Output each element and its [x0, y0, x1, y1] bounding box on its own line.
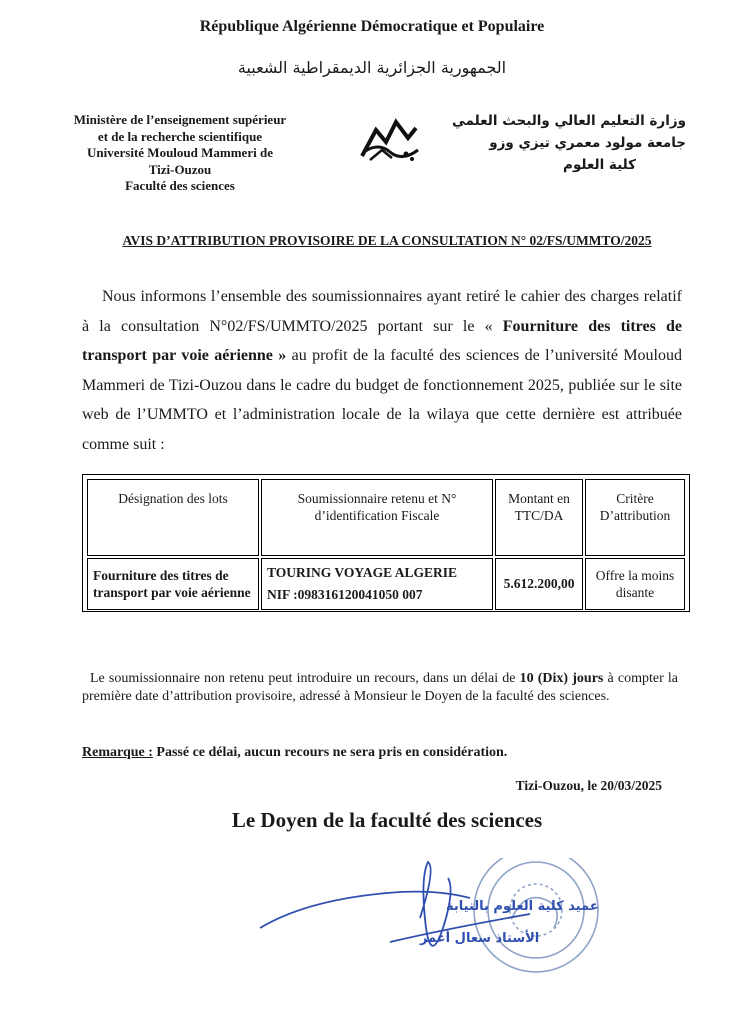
supplier-nif: NIF :098316120041050 007 [267, 587, 423, 602]
cell-criteria: Offre la moins disante [585, 558, 685, 610]
ministry-line-2: et de la recherche scientifique [97, 128, 263, 144]
institution-header-fr [40, 112, 320, 195]
university-line-1: Université Mouloud Mammeri de [87, 145, 273, 160]
table-header-row [87, 479, 685, 556]
faculty-line: Faculté des sciences [125, 178, 235, 193]
table-row [87, 558, 685, 610]
stamp-line-1: عميد كلية العلوم بالنيابة [446, 899, 599, 914]
university-logo-icon [356, 112, 426, 168]
institution-header-ar [446, 110, 686, 176]
header-amount: Montant en TTC/DA [495, 479, 583, 556]
notice-body [82, 282, 682, 460]
header-lots: Désignation des lots [87, 479, 259, 556]
place-date: Tizi-Ouzou, le 20/03/2025 [515, 778, 662, 793]
republic-name-ar: الجمهورية الجزائرية الديمقراطية الشعبية [237, 58, 507, 77]
university-line-2: Tizi-Ouzou [148, 161, 212, 177]
university-line-ar: جامعة مولود معمري تيزي وزو [489, 135, 686, 151]
intro-subject: Fourniture des titres de transport par voie aérienne » [82, 317, 682, 365]
appeal-text-1: Le soumissionnaire non retenu peut introduire un recours, dans un délai de [90, 671, 520, 686]
cell-supplier [261, 558, 493, 610]
appeal-deadline: 10 (Dix) jours [519, 671, 604, 686]
intro-text-2: au profit de la faculté des sciences de l’université Mouloud Mammeri de Tizi-Ouzou dans le cadre du budget de fonctionnement 2025, publiée sur le site web de l’UMMTO et l’administration locale de la wilaya que cette dernière est attribuée comme suit : [82, 347, 682, 453]
remark-label: Remarque : [82, 745, 153, 760]
ministry-line-ar: وزارة التعليم العالي والبحث العلمي [451, 113, 686, 129]
notice-title: AVIS D’ATTRIBUTION PROVISOIRE DE LA CONSULTATION N° 02/FS/UMMTO/2025 [122, 233, 652, 248]
stamp-line-2: الأستاذ سعال أعمر [420, 931, 540, 946]
signature-stamp-icon [250, 858, 610, 988]
intro-text-1: Nous informons l’ensemble des soumissionnaires ayant retiré le cahier des charges relatif à la consultation N°02/FS/UMMTO/2025 portant sur le « [82, 288, 682, 335]
header-criteria: Critère D’attribution [585, 479, 685, 556]
faculty-line-ar: كلية العلوم [563, 157, 636, 173]
signatory-title: Le Doyen de la faculté des sciences [231, 808, 543, 832]
remark-text: Passé ce délai, aucun recours ne sera pris en considération. [152, 745, 508, 760]
appeal-text-2: à compter la première date d’attribution provisoire, adressé à Monsieur le Doyen de la faculté des sciences. [82, 671, 678, 704]
header-supplier: Soumissionnaire retenu et N° d’identification Fiscale [261, 479, 493, 556]
cell-lot: Fourniture des titres de transport par voie aérienne [87, 558, 259, 610]
attribution-table [82, 474, 690, 612]
remark [82, 745, 507, 761]
republic-name-fr: République Algérienne Démocratique et Populaire [199, 18, 545, 35]
appeal-paragraph [82, 670, 678, 706]
supplier-name: TOURING VOYAGE ALGERIE [267, 565, 458, 580]
ministry-line-1: Ministère de l’enseignement supérieur [73, 112, 287, 127]
cell-amount: 5.612.200,00 [495, 558, 583, 610]
